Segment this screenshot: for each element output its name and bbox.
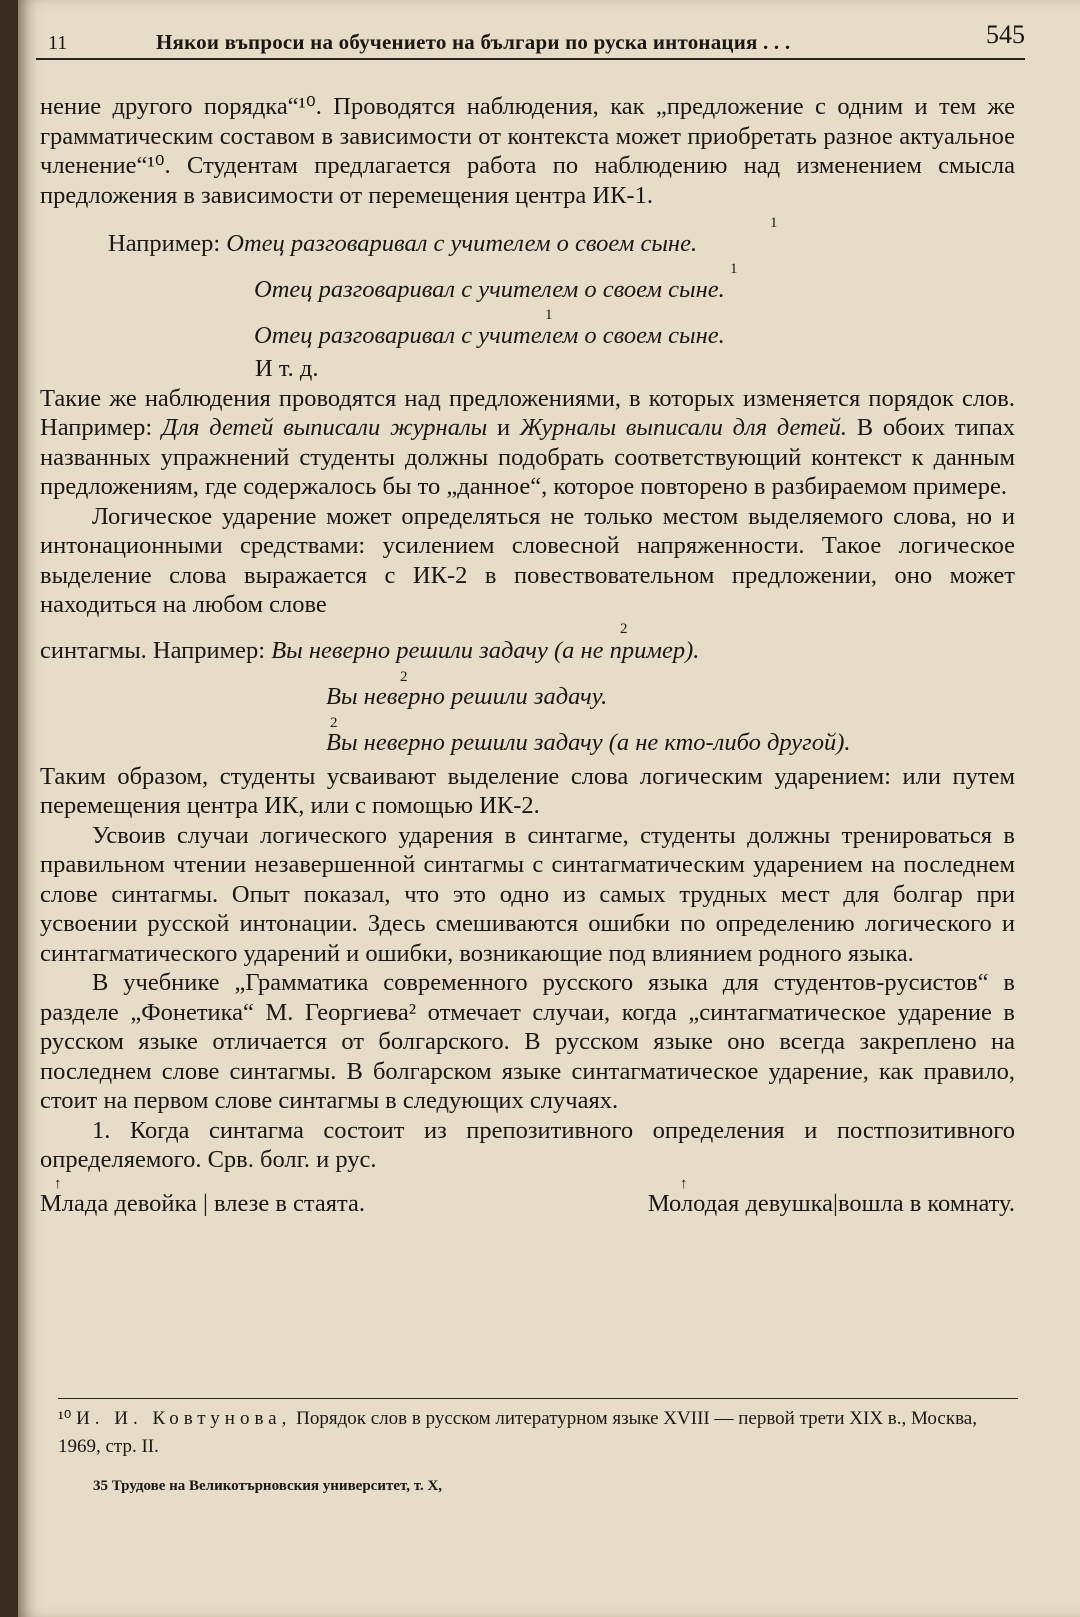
example-1-line-1 — [40, 216, 1015, 262]
footnote — [58, 1398, 1018, 1461]
example-sentence: Отец разговаривал с учителем о своем сыне. — [254, 275, 725, 303]
example-sentence: Вы неверно решили задачу (а не пример). — [271, 637, 700, 664]
paragraph-1: нение другого порядка“¹⁰. Проводятся наблюдения, как „предложение с одним и тем же грамматическим составом в зависимости от контекста может приобретать разное актуальное членение“¹⁰. Студентам предлагается работа по наблюдению над изменением смысла предложения в зависимости от перемещения центра ИК-1. — [40, 93, 1015, 209]
paragraph-6: В учебнике „Грамматика современного русского языка для студентов-русистов“ в разделе „Фонетика“ М. Георгиева² отмечает случаи, когда „синтагматическое ударение в русском языке отличается от болгарского. В русском языке оно всегда закреплено на последнем слове синтагмы. В болгарском языке синтагматическое ударение, как правило, стоит на первом слове синтагмы в следующих случаях. — [40, 969, 1015, 1114]
paragraph-4: Таким образом, студенты усваивают выделение слова логическим ударением: или путем перемещения центра ИК, или с помощью ИК-2. — [40, 762, 1015, 819]
page-number: 545 — [986, 20, 1025, 49]
russian-example: Молодая девушка|вошла в комнату. — [647, 1190, 1015, 1217]
page-body — [40, 92, 1015, 1223]
paragraph-7: 1. Когда синтагма состоит из препозитивного определения и постпозитивного определяемого. Срв. болг. и рус. — [40, 1116, 1015, 1173]
example-2-line-2 — [40, 670, 1015, 716]
example-sentence: Вы неверно решили задачу. — [326, 683, 608, 710]
etc-line: И т. д. — [255, 355, 319, 382]
paragraph-2-text: Такие же наблюдения проводятся над предложениями, в которых изменяется порядок слов. Например: — [40, 384, 1015, 441]
paragraph-2-text: В обоих типах названных упражнений студенты должны подобрать соответствующий контекст к данным предложениям, где содержалось бы то „данное“, которое повторено в разбираемом примере. — [40, 414, 1015, 500]
running-header — [36, 18, 1025, 60]
book-page — [18, 0, 1080, 1617]
stress-mark: 1 — [545, 307, 553, 323]
stress-mark: 1 — [730, 261, 738, 277]
bulgarian-example: Млада девойка | влезе в стаята. — [40, 1190, 366, 1217]
example-2-line-1 — [40, 620, 1015, 670]
paragraph-2 — [40, 384, 1015, 502]
stress-mark: 2 — [400, 668, 408, 685]
stress-mark: 2 — [330, 714, 338, 731]
example-sentence: Вы неверно решили задачу (а не кто-либо другой). — [326, 729, 851, 756]
paragraph-5: Усвоив случаи логического ударения в синтагме, студенты должны тренироваться в правильном чтении незавершенной синтагмы с синтагматическим ударением на последнем слове синтагмы. Опыт показал, что это одно из самых трудных мест для болгар при усвоении русской интонации. Здесь смешиваются ошибки по определению логического и синтагматического ударений и ошибки, возникающие под влиянием родного языка. — [40, 821, 1015, 967]
printer-signature: 35 Трудове на Великотърновския университет, т. Х, — [93, 1478, 443, 1494]
header-title: Някои въпроси на обучението на българи по руска интонация . . . — [156, 30, 791, 54]
example-phrase: Для детей выписали журналы — [161, 414, 488, 441]
example-lead: Например: — [108, 229, 221, 257]
footnote-number: ¹⁰ — [58, 1408, 72, 1429]
example-sentence: Отец разговаривал с учителем о своем сыне. — [226, 229, 698, 257]
comparison-pair — [40, 1175, 1015, 1223]
header-left-number: 11 — [48, 32, 68, 54]
footnote-author: И. И. Ковтунова, — [76, 1408, 292, 1429]
arrow-icon: ↑ — [680, 1175, 688, 1192]
example-2-line-3 — [40, 716, 1015, 762]
example-phrase: Журналы выписали для детей. — [519, 414, 848, 441]
example-1-line-2 — [40, 262, 1015, 308]
footnote-text: Порядок слов в русском литературном языке XVIII — первой трети XIX в., Москва, 1969, стр. II. — [58, 1408, 977, 1457]
stress-mark: 2 — [620, 620, 628, 637]
example-lead: синтагмы. Например: — [40, 637, 266, 664]
example-sentence: Отец разговаривал с учителем о своем сыне. — [254, 321, 725, 349]
conjunction: и — [487, 414, 520, 441]
arrow-icon: ↑ — [54, 1175, 62, 1192]
paragraph-3: Логическое ударение может определяться не только местом выделяемого слова, но и интонационными средствами: усилением словесной напряженности. Такое логическое выделение слова выражается с ИК-2 в повествовательном предложении, оно может находиться на любом слове — [40, 502, 1015, 618]
example-1-line-3 — [40, 308, 1015, 354]
stress-mark: 1 — [770, 215, 778, 231]
